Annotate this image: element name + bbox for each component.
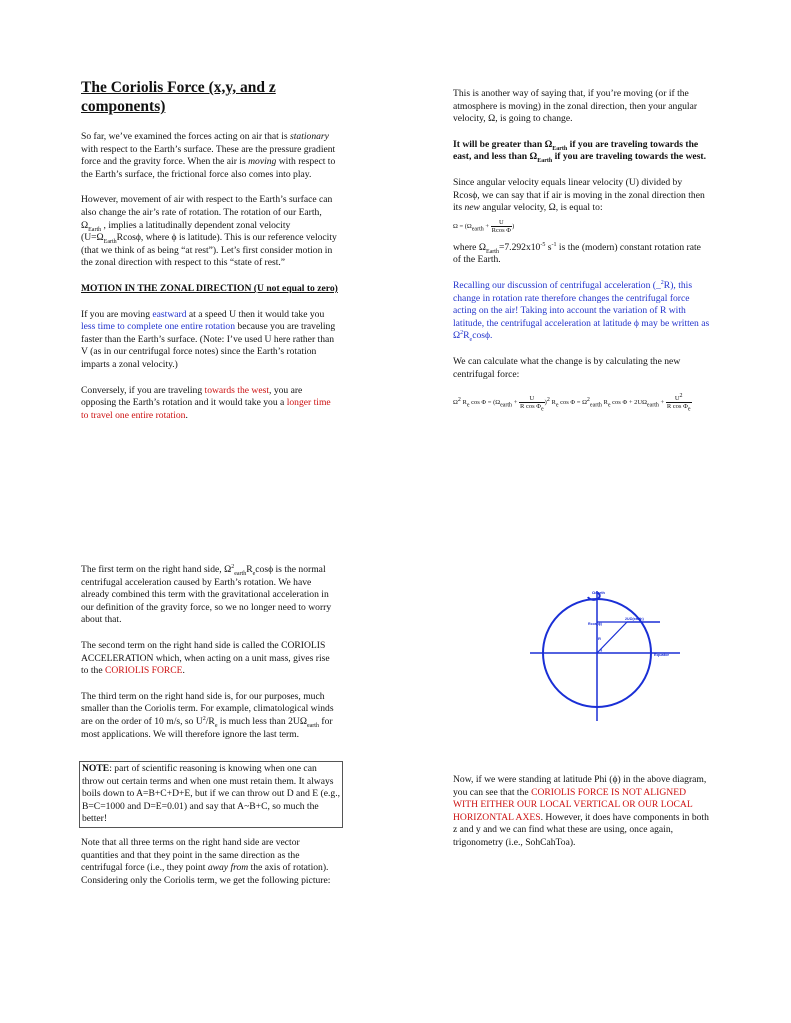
eq-text: + [512, 399, 519, 407]
eq-denominator [519, 403, 545, 413]
highlight-less-time: less time to complete one entire rotation [81, 321, 235, 333]
text: Conversely, if you are traveling [81, 384, 205, 396]
text: angular velocity, Ω, is equal to: [479, 202, 603, 214]
text: R [463, 330, 470, 342]
subscript: e [214, 722, 218, 729]
eq-denominator [666, 403, 692, 413]
subscript: Earth [537, 158, 553, 165]
vector-paragraph [81, 837, 339, 887]
emphasis-away-from: away from [207, 862, 249, 874]
superscript: -5 [540, 241, 546, 248]
label-phi: ϕ [600, 647, 603, 652]
linear-velocity-paragraph [453, 177, 711, 215]
text: cosϕ. [472, 330, 493, 342]
text: =7.292x10 [498, 241, 541, 253]
superscript: -1 [551, 241, 557, 248]
highlight-longer-time: longer time to travel one entire rotation [81, 397, 331, 421]
text: the axis of rotation). Considering only the Coriolis term, we get the following picture: [81, 862, 331, 886]
right-column-top [453, 88, 711, 413]
superscript: 2 [660, 279, 664, 286]
eq-text: U [674, 395, 680, 403]
eq-subscript: earth [471, 226, 484, 233]
left-column-top [81, 78, 339, 422]
eq-sub: e [541, 406, 544, 413]
emphasis-moving: moving [248, 156, 277, 168]
eq-sup: 2 [586, 396, 590, 403]
text: R), this change in rotation rate therefore changes the centrifugal force acting on the air! Taking into account the variation of R with latitude, the centrifugal acceleration at latitude ϕ may be written as Ω [453, 279, 710, 342]
eq-sub: earth [646, 402, 659, 409]
eq-text: R [460, 399, 467, 407]
text: . [182, 665, 185, 677]
equation-centrifugal [453, 392, 711, 413]
text: , implies a latitudinally dependent zonal velocity (U=Ω [81, 219, 291, 244]
eq-numerator: U [491, 219, 512, 227]
eq-sub: e [687, 406, 691, 413]
eq-text: R cos Φ [666, 403, 688, 411]
westward-paragraph [81, 385, 339, 423]
eq-text: R [549, 399, 556, 407]
second-term-paragraph [81, 640, 339, 678]
subscript: earth [306, 722, 319, 729]
eq-text: Ω = (Ω [453, 222, 472, 230]
text: . [185, 409, 188, 421]
text: at a speed U then it would take you [186, 308, 325, 320]
left-column-bottom [81, 564, 339, 741]
text: R [246, 564, 253, 575]
text: Since angular velocity equals linear velocity (U) divided by Rcosϕ, we can say that if air is moving in the zonal direction then its [453, 176, 705, 214]
eq-sub: earth [589, 402, 602, 409]
highlight-towards-west: towards the west [204, 384, 270, 396]
label-rcos: Rcos(ϕ) [588, 622, 602, 626]
subscript: Earth [88, 226, 102, 233]
text: is much less than 2UΩ [217, 715, 307, 727]
text: Note that all three terms on the right hand side are vector quantities and that they point in the same direction as the centrifugal force (i.e., they point [81, 837, 300, 874]
page-title: The Coriolis Force (x,y, and z components) [81, 79, 276, 115]
eq-denominator: Rcos Φ [491, 226, 512, 234]
text: The first term on the right hand side, Ω [81, 564, 232, 575]
text: s [545, 241, 552, 253]
label-equator: Equator [654, 652, 670, 657]
label-omega-earth: Ωearth [592, 590, 605, 595]
third-term-paragraph [81, 691, 339, 741]
text: The second term on the right hand side is called the CORIOLIS ACCELERATION which, when acting on a unit mass, gives rise to the [81, 639, 330, 677]
text: Now, if we were standing at latitude Phi (ϕ) in the above diagram, you can see that the [453, 774, 707, 798]
eq-text: + [658, 399, 666, 407]
eq-text: cos Φ = Ω [558, 399, 587, 407]
text: if you are traveling towards the east, and less than Ω [453, 138, 699, 163]
note-text: : part of scientific reasoning is knowing when one can throw out certain terms and when one must retain them. It always boils down to A=B+C+D+E, but if we can throw out D and E (e.g., B=C=1000 and D=E=0.01) and say that A~B+C, so much the better! [82, 763, 340, 825]
subscript: Earth [552, 145, 568, 152]
eq-numerator: U [519, 395, 545, 403]
text: /R [205, 715, 215, 727]
text: The third term on the right hand side is, for our purposes, much smaller than the Coriolis term. For example, climatological winds are on the order of 10 m/s, so U [81, 690, 334, 727]
eq-text: R [601, 399, 608, 407]
text: However, movement of air with respect to the Earth’s surface can also change the air’s rate of rotation. The rotation of our Earth, Ω [81, 194, 333, 231]
eq-text: cos Φ + 2UΩ [610, 399, 647, 407]
eq-text: R cos Φ [519, 403, 541, 411]
superscript: 2 [460, 330, 464, 337]
subscript: e [252, 570, 256, 577]
eq-fraction-1 [519, 395, 545, 413]
emphasis-new: new [464, 202, 480, 214]
text: cosϕ is the normal centrifugal acceleration caused by Earth’s rotation. We have already combined this term with the gravitational acceleration in our definition of the gravity force, so we no longer need to worry about that. [81, 564, 332, 626]
text: where Ω [453, 241, 486, 253]
eq-sub: e [466, 402, 470, 409]
subscript: Earth [103, 239, 117, 246]
eq-sup: 2 [679, 392, 683, 399]
subscript: Earth [485, 248, 499, 255]
text: If you are moving [81, 308, 153, 320]
text: with respect to the Earth’s surface. These are the pressure gradient force and the gravity force. When the air is [81, 143, 336, 168]
earth-rotation-diagram [530, 585, 690, 725]
text: with respect to the Earth’s surface, the frictional force also comes into play. [81, 156, 336, 180]
right-column-bottom [453, 774, 711, 850]
eq-numerator [666, 392, 692, 403]
first-term-paragraph [81, 564, 339, 627]
label-2u-omega: 2UΩ(earth) [625, 617, 644, 621]
text: . However, it does have components in both z and y and we can find what these are using, once again, trigonometry (i.e., SohCahToa). [453, 811, 709, 848]
text: So far, we’ve examined the forces acting on air that is [81, 131, 291, 142]
subscript: earth [234, 570, 247, 577]
eq-text: Ω [453, 399, 458, 407]
note-label: NOTE [82, 763, 110, 774]
greater-less-paragraph [453, 139, 711, 164]
centrifugal-recall-paragraph [453, 280, 711, 343]
text: because you are traveling faster than the Earth’s surface. (Note: I’ve used U here rather than V (as in our centrifugal force notes) since the Earth’s rotation imparts a zonal velocity.) [81, 321, 336, 370]
text: Rcosϕ, where ϕ is latitude). This is our reference velocity (that we think of as being “at rest”). Let’s first consider motion in the zonal direction with respect to this “state of rest.” [81, 232, 337, 269]
eq-text: cos Φ = (Ω [469, 399, 501, 407]
superscript: 2 [202, 715, 206, 722]
eq-text: ) [512, 222, 515, 230]
eq-sup: 2 [457, 396, 461, 403]
highlight-eastward: eastward [152, 308, 187, 320]
text: if you are traveling towards the west. [552, 151, 707, 163]
eq-sup: 2 [546, 396, 550, 403]
eq-sub: earth [500, 402, 513, 409]
eastward-paragraph [81, 309, 339, 372]
eq-sub: e [607, 402, 611, 409]
text: for most applications. We will therefore ignore the last term. [81, 715, 333, 740]
highlight-not-aligned: CORIOLIS FORCE IS NOT ALIGNED WITH EITHER OUR LOCAL VERTICAL OR OUR LOCAL HORIZONTAL AXES [453, 786, 693, 823]
eq-text: + [483, 222, 491, 230]
subscript: e [469, 337, 473, 344]
intro-paragraph [81, 131, 339, 181]
superscript: 2 [231, 563, 235, 570]
equation-omega [453, 219, 711, 234]
left-column-final [81, 837, 339, 887]
highlight-coriolis-force: CORIOLIS FORCE [104, 665, 183, 677]
eq-fraction [491, 218, 515, 234]
eq-fraction-2 [666, 392, 692, 413]
text: It will be greater than Ω [453, 138, 553, 150]
emphasis-stationary: stationary [290, 131, 329, 142]
calculate-paragraph: We can calculate what the change is by calculating the new centrifugal force: [453, 355, 681, 380]
rotation-paragraph [81, 194, 339, 270]
latitude-paragraph [453, 774, 711, 850]
rotation-rate-paragraph [453, 242, 711, 267]
section-heading: MOTION IN THE ZONAL DIRECTION (U not equal to zero) [81, 282, 338, 294]
text: Recalling our discussion of centrifugal acceleration (_ [453, 279, 661, 291]
note-box [79, 761, 343, 828]
text: , you are opposing the Earth’s rotation and it would take you a [81, 384, 303, 409]
eq-text: ) [544, 399, 547, 407]
eq-sub: e [555, 402, 559, 409]
label-r: R [598, 636, 601, 641]
text: is the (modern) constant rotation rate of the Earth. [453, 241, 701, 266]
angular-velocity-paragraph: This is another way of saying that, if you’re moving (or if the atmosphere is moving) in the zonal direction, then your angular velocity, Ω, is going to change. [453, 88, 698, 125]
